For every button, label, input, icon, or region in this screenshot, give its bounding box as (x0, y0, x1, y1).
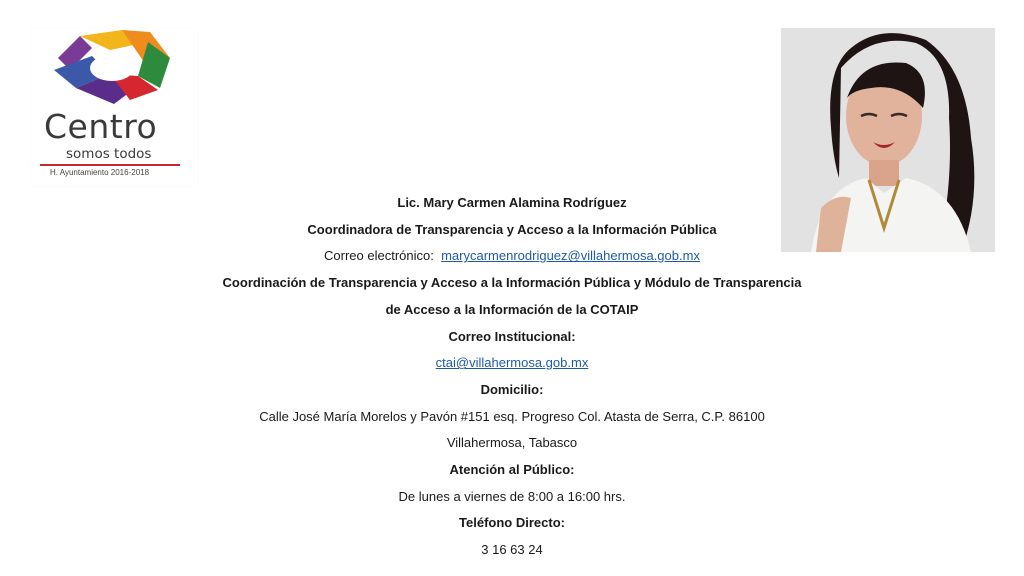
email-link[interactable]: marycarmenrodriguez@villahermosa.gob.mx (441, 248, 700, 264)
hours-label: Atención al Público: (449, 462, 575, 478)
contact-name: Lic. Mary Carmen Alamina Rodríguez (397, 195, 627, 210)
phone-label: Teléfono Directo: (459, 515, 565, 531)
office-line-2: de Acceso a la Información de la COTAIP (385, 301, 639, 317)
centro-logo (30, 28, 198, 186)
hours-value: De lunes a viernes de 8:00 a 16:00 hrs. (398, 488, 626, 504)
email-label: Correo electrónico: (324, 248, 434, 264)
logo-subtitle: H. Ayuntamiento 2016-2018 (50, 168, 150, 177)
logo-divider (40, 164, 180, 166)
address-line-2: Villahermosa, Tabasco (446, 435, 578, 451)
email-line (190, 243, 834, 270)
contact-info (190, 190, 834, 564)
phone-value: 3 16 63 24 (481, 542, 543, 558)
address-label: Domicilio: (480, 381, 544, 397)
logo-wordmark: Centro (44, 107, 158, 146)
office-line-1: Coordinación de Transparencia y Acceso a la Información Pública y Módulo de Transparencia (222, 275, 802, 291)
institutional-email-label: Correo Institucional: (448, 328, 576, 344)
address-line-1: Calle José María Morelos y Pavón #151 esq. Progreso Col. Atasta de Serra, C.P. 86100 (259, 408, 765, 424)
logo-tagline: somos todos (66, 146, 152, 162)
contact-position: Coordinadora de Transparencia y Acceso a la Información Pública (307, 221, 717, 237)
centro-logo-icon (30, 28, 198, 118)
institutional-email-link[interactable]: ctai@villahermosa.gob.mx (435, 355, 589, 371)
